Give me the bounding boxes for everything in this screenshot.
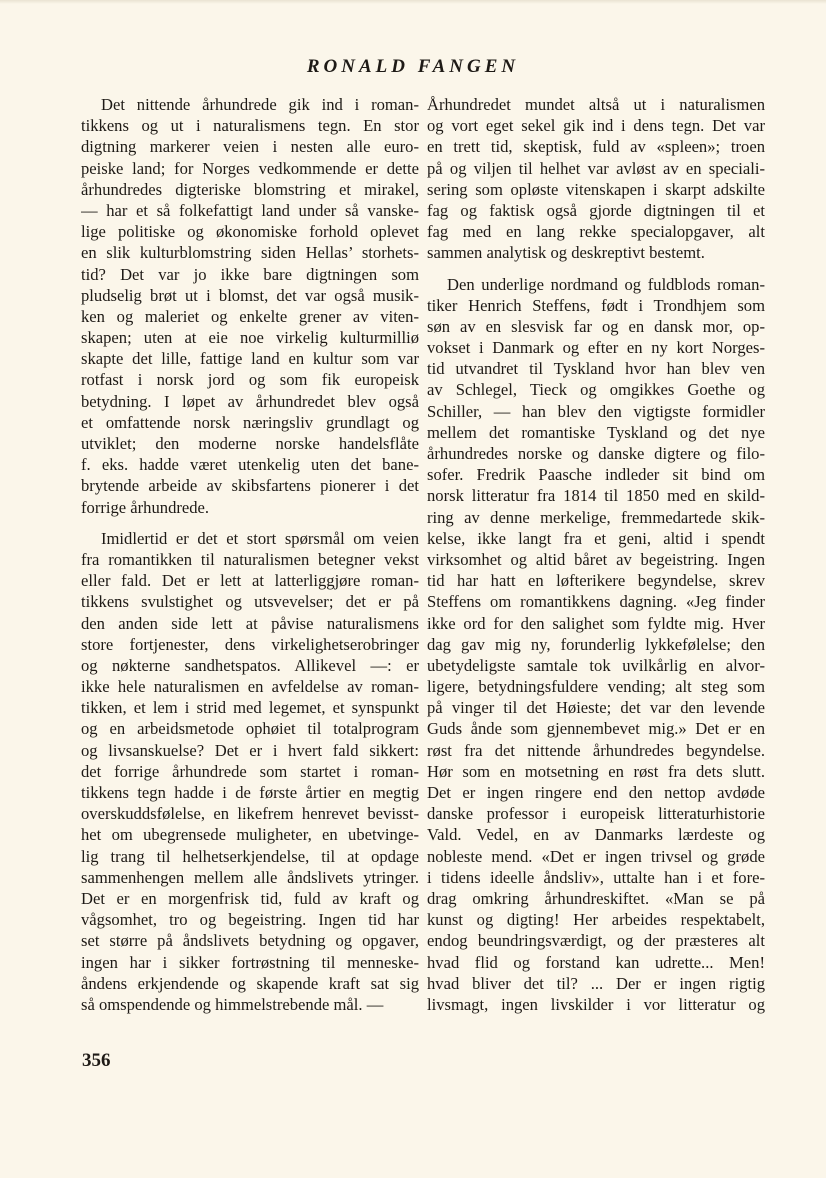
text-line: røst fra det nittende århundredes begyndelse. (427, 740, 765, 760)
text-line: betydning. I løpet av århundredet blev også (81, 391, 419, 411)
text-line: Det er en morgenfrisk tid, fuld av kraft og (81, 888, 419, 908)
left-column (81, 94, 419, 1025)
text-line: dag gav mig ny, forunderlig lykkefølelse; den (427, 634, 765, 654)
text-line: livsmagt, ingen livskilder i vor litteratur og (427, 994, 765, 1014)
text-line: danske professor i europeisk litteraturhistorie (427, 804, 765, 824)
text-line: fra romantikken til naturalismen betegner vekst (81, 549, 419, 569)
text-line: og vort eget sekel gik ind i dens tegn. Det var (427, 116, 765, 136)
text-line: og nøkterne sandhetspatos. Allikevel —: er (81, 655, 419, 675)
text-line: ubetydeligste samtale tok uvilkårlig en alvor- (427, 655, 765, 675)
text-line: og en arbeidsmetode ophøiet til totalprogram (81, 719, 419, 739)
text-line: ken og maleriet og enkelte grener av viten- (81, 306, 419, 326)
text-line: rotfast i norsk jord og som fik europeisk (81, 370, 419, 390)
text-line: tikkens tegn hadde i de første årtier en megtig (81, 783, 419, 802)
text-line: brytende arbeide av skibsfartens pionerer i det (81, 476, 419, 496)
text-line: Det nittende århundrede gik ind i roman- (101, 95, 419, 114)
text-line: lig trang til helhetserkjendelse, til at opdage (81, 846, 419, 866)
text-line: ikke hele naturalismen en avfeldelse av roman- (81, 677, 419, 697)
paragraph (81, 94, 419, 518)
text-line: eller fald. Det er lett at latterliggjøre roman- (81, 571, 419, 591)
text-line: tid har hatt en løfterikere begyndelse, skrev (427, 571, 765, 591)
text-line: en trett tid, skeptisk, fuld av «spleen»; troen (427, 137, 765, 157)
text-line: åndens erkjendende og skapende kraft sat sig (81, 973, 419, 993)
text-line: utviklet; den moderne norske handelsflåte (81, 434, 419, 453)
text-line: f. eks. hadde været utenkelig uten det bane- (81, 455, 419, 475)
paragraph (427, 94, 765, 264)
text-line: Steffens om romantikkens dagning. «Jeg finder (427, 592, 765, 612)
text-line: Århundredet mundet altså ut i naturalismen (427, 95, 765, 114)
text-line: og livsanskuelse? Det er i hvert fald sikkert: (81, 740, 419, 760)
text-line: så omspendende og himmelstrebende mål. — (81, 994, 384, 1014)
text-line: Guds ånde som gjennembevet mig.» Det er en (427, 719, 765, 739)
text-line: Hør som en motsetning en røst fra dets slutt. (427, 761, 765, 781)
text-line: på og viljen til helhet var avløst av en speciali- (427, 158, 765, 178)
text-line: het om ubegrensede muligheter, en ubetvinge- (81, 825, 419, 845)
text-line: store fortjenester, dens virkelighetserobringer (81, 634, 419, 654)
text-line: vågsomhet, tro og begeistring. Ingen tid har (81, 910, 419, 930)
text-line: ikke ord for den salighet som fyldte mig. Hver (427, 613, 765, 633)
text-line: Vald. Vedel, en av Danmarks lærdeste og (427, 825, 765, 845)
text-line: skapen; uten at eie noe virkelig kulturmilliø (81, 328, 419, 348)
text-line: ring av denne merkelige, fremmedartede skik- (427, 507, 765, 527)
text-line: tikken, et lem i strid med legemet, et synspunkt (81, 698, 419, 718)
text-line: hvad flid og forstand kan udrette... Men! (427, 952, 765, 972)
text-line: ligere, betydningsfuldere vending; alt steg som (427, 677, 765, 697)
text-line: fag og faktisk også gjorde digtningen til et (427, 200, 765, 220)
text-line: et omfattende norsk næringsliv grundlagt og (81, 412, 419, 432)
text-line: vokset i Danmark og efter en ny kort Norges- (427, 338, 765, 358)
text-line: Den underlige nordmand og fuldblods roman- (447, 274, 765, 294)
text-line: søn av en slesvisk far og en dansk mor, op- (427, 316, 765, 336)
text-line: virksomhet og altid båret av begeistring. Ingen (427, 549, 765, 569)
text-line: peiske land; for Norges vedkommende er dette (81, 158, 419, 178)
text-line: tikkens svulstighet og utsvevelser; det er på (81, 592, 419, 612)
text-line: av Schlegel, Tieck og omgikkes Goethe og (427, 380, 765, 400)
text-line: sammen analytisk og deskreptivt bestemt. (427, 243, 705, 263)
text-line: i tidens ideelle åndsliv», uttalte han i et fore- (427, 867, 765, 887)
text-line: tikkens og ut i naturalismens tegn. En stor (81, 116, 419, 136)
text-line: drag omkring århundreskiftet. «Man se på (427, 888, 765, 908)
text-line: kunst og digting! Her arbeides respektabelt, (427, 910, 765, 930)
text-line: mellem det romantiske Tyskland og det nye (427, 422, 765, 442)
text-line: endog beundringsværdigt, og der præsteres alt (427, 931, 765, 951)
page-number: 356 (82, 1050, 111, 1071)
text-line: på vinger til det Høieste; det var den levende (427, 698, 765, 718)
text-line: forrige århundrede. (81, 497, 210, 517)
text-line: tid utvandret til Tyskland hvor han blev ven (427, 359, 765, 379)
text-line: fag med en lang rekke specialopgaver, alt (427, 222, 765, 242)
text-line: pludselig brøt ut i blomst, det var også musik- (81, 285, 419, 305)
text-line: Det er ingen ringere end den nettop avdøde (427, 783, 765, 802)
text-line: kelse, ikke langt fra et geni, altid i spendt (427, 528, 765, 548)
text-line: sofer. Fredrik Paasche indleder sit bind om (427, 465, 765, 485)
text-line: en slik kulturblomstring siden Hellas’ storhets- (81, 243, 419, 263)
text-line: — har et så folkefattigt land under så vanske- (81, 200, 419, 220)
paragraph (81, 528, 419, 1015)
text-line: set større på åndslivets betydning og opgaver, (81, 931, 419, 951)
text-line: århundredes norske og danske digtere og filo- (427, 444, 765, 463)
text-line: den anden side lett at påvise naturalismens (81, 613, 419, 633)
text-line: overskuddsfølelse, en likefrem henrevet bevisst- (81, 804, 419, 824)
text-line: tiker Henrich Steffens, født i Trondhjem som (427, 295, 765, 315)
right-column (427, 94, 765, 1025)
paragraph (427, 274, 765, 1016)
page-edge-shadow (0, 0, 826, 4)
text-line: Schiller, — han blev den vigtigste formidler (427, 401, 765, 421)
text-line: ingen har i sikker fortrøstning til menneske- (81, 952, 419, 972)
text-line: lige politiske og økonomiske forhold oplevet (81, 222, 419, 242)
text-line: sering som opløste vitenskapen i skarpt adskilte (427, 179, 765, 199)
text-line: det forrige århundrede som startet i roman- (81, 761, 419, 781)
text-line: sammenhengen mellem alle åndslivets ytringer. (81, 867, 419, 887)
text-line: nobleste mend. «Det er ingen trivsel og grøde (427, 846, 765, 866)
text-line: århundredes digteriske blomstring et mirakel, (81, 179, 419, 199)
running-header: RONALD FANGEN (306, 56, 520, 77)
text-line: skapte det lille, fattige land en kultur som var (81, 349, 419, 369)
text-line: Imidlertid er det et stort spørsmål om veien (101, 528, 419, 548)
text-line: hvad bliver det til? ... Der er ingen rigtig (427, 973, 765, 993)
text-line: tid? Det var jo ikke bare digtningen som (81, 264, 419, 284)
text-line: norsk litteratur fra 1814 til 1850 med en skild- (427, 486, 765, 506)
text-line: digtning markerer veien i nesten alle euro- (81, 137, 419, 157)
